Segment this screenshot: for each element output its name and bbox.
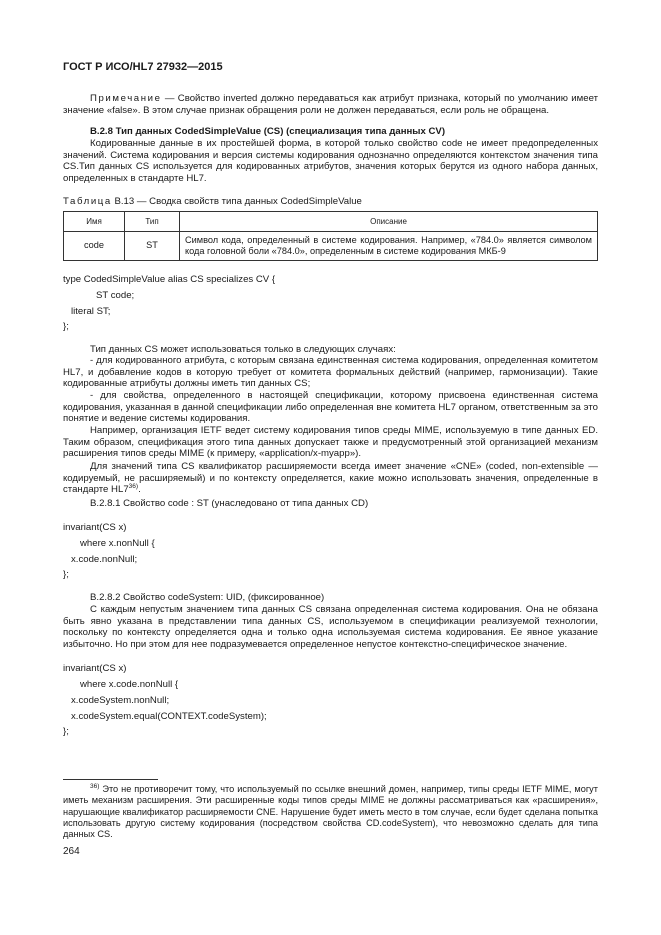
- document-header: ГОСТ Р ИСО/HL7 27932—2015: [63, 61, 223, 73]
- note-label: Примечание: [90, 93, 162, 104]
- code-line: invariant(CS x): [63, 663, 127, 674]
- subsection-2-paragraph: С каждым непустым значением типа данных CS связана определенная система кодирования. Она не обязана быть явно указана в представлении типа данных CS, используемом в спецификации реализуемой технологии, поскольку по контексту определяется одна и только одна используемая система кодирования. Ее явное указание избыточно. Но при этом для нее подразумевается определенное непустое контекстно-специфическое значение.: [63, 604, 598, 650]
- code-line: };: [63, 569, 69, 580]
- usage-item-1: - для кодированного атрибута, с которым связана единственная система кодирования, определенная комитетом HL7, и добавление кодов в которую требует от комитета формальных действий (например, гармонизации). Такие кодированные атрибуты должны иметь тип данных CS;: [63, 355, 598, 389]
- note-text: — Свойство inverted должно передаваться как атрибут признака, который по умолчанию имеет значение «false». В этом случае признак обращения роли не должен передаваться, если роль не обращена.: [63, 93, 598, 116]
- code-line: where x.code.nonNull {: [80, 679, 179, 690]
- column-header-type: Тип: [125, 212, 180, 232]
- example-paragraph: Например, организация IETF ведет систему кодирования типов среды MIME, используемую в типе данных ED. Таким образом, спецификация этого типа данных допускает также и предусмотренный этой организацией механизм расширения типов среды MIME (к примеру, «application/x-myapp»).: [63, 425, 598, 459]
- usage-intro: Тип данных CS может использоваться только в следующих случаях:: [90, 344, 396, 355]
- code-line: x.codeSystem.equal(CONTEXT.codeSystem);: [71, 711, 267, 722]
- properties-table: [63, 211, 598, 261]
- section-title: B.2.8 Тип данных CodedSimpleValue (CS) (специализация типа данных CV): [90, 126, 446, 137]
- footnote-ref: 36): [128, 482, 139, 490]
- code-line: };: [63, 726, 69, 737]
- table-caption-text: В.13 — Сводка свойств типа данных CodedSimpleValue: [111, 196, 362, 207]
- footnote-text: Это не противоречит тому, что используемый по ссылке внешний домен, например, типы среды IETF MIME, могут иметь механизм расширения. Эти расширенные коды типов среды MIME не должны рассматриваться как «расширения», нарушающие квалификатор расширяемости CNE. Нарушение будет иметь место в том случае, если будет сделана попытка использовать другую систему кодирования (посредством свойства CD.codeSystem), что невозможно сделать для типа данных CS.: [63, 784, 598, 840]
- qualifier-paragraph: Для значений типа CS квалификатор расширяемости всегда имеет значение «CNE» (coded, non-extensible — кодируемый, не расширяемый) и по контексту определяется, какие можно использовать значения, определенные в стандарте HL7$^{36)}$.: [63, 461, 598, 495]
- footnote: [63, 784, 598, 840]
- code-line: literal ST;: [71, 306, 111, 317]
- cell-description: Символ кода, определенный в системе кодирования. Например, «784.0» является символом кода головной боли «784.0», определенным в системе кодирования МКБ-9: [180, 232, 598, 261]
- footnote-mark: 36): [90, 782, 100, 790]
- subsection-1-title: B.2.8.1 Свойство code : ST (унаследовано от типа данных CD): [90, 498, 369, 509]
- note-paragraph: [63, 93, 598, 116]
- code-line: where x.nonNull {: [80, 538, 155, 549]
- code-line: x.codeSystem.nonNull;: [71, 695, 170, 706]
- footnote-separator: [63, 779, 158, 780]
- table-caption-label: Таблица: [63, 196, 112, 207]
- table-row: [64, 232, 598, 261]
- column-header-name: Имя: [64, 212, 125, 232]
- cell-type: ST: [125, 232, 180, 261]
- code-line: invariant(CS x): [63, 522, 127, 533]
- usage-item-2: - для свойства, определенного в настоящей спецификации, которому присвоена единственная система кодирования, указанная в данной спецификации либо определенная вне комитета HL7 органом, ответственным за это понятие и ведение системы кодирования.: [63, 390, 598, 424]
- section-paragraph: Кодированные данные в их простейшей форма, в которой только свойство code не имеет предопределенных значений. Система кодирования и версия системы кодирования однозначно определяются контекстом значения типа CS.Тип данных CS используется для кодированных атрибутов, значения которых берутся из одного набора данных, определенных в стандарте HL7.: [63, 138, 598, 184]
- code-line: type CodedSimpleValue alias CS specializes CV {: [63, 274, 276, 285]
- code-line: };: [63, 321, 69, 332]
- code-line: x.code.nonNull;: [71, 554, 138, 565]
- table-caption: [63, 196, 598, 208]
- qualifier-text: Для значений типа CS квалификатор расширяемости всегда имеет значение «CNE» (coded, non-extensible — кодируемый, не расширяемый) и по контексту определяется, какие можно использовать значения, определенные в стандарте HL7: [63, 461, 598, 495]
- cell-name: code: [64, 232, 125, 261]
- table-header-row: [64, 212, 598, 232]
- page-number: 264: [63, 846, 80, 857]
- code-line: ST code;: [96, 290, 135, 301]
- subsection-2-title: B.2.8.2 Свойство codeSystem: UID, (фиксированное): [90, 592, 325, 603]
- column-header-description: Описание: [180, 212, 598, 232]
